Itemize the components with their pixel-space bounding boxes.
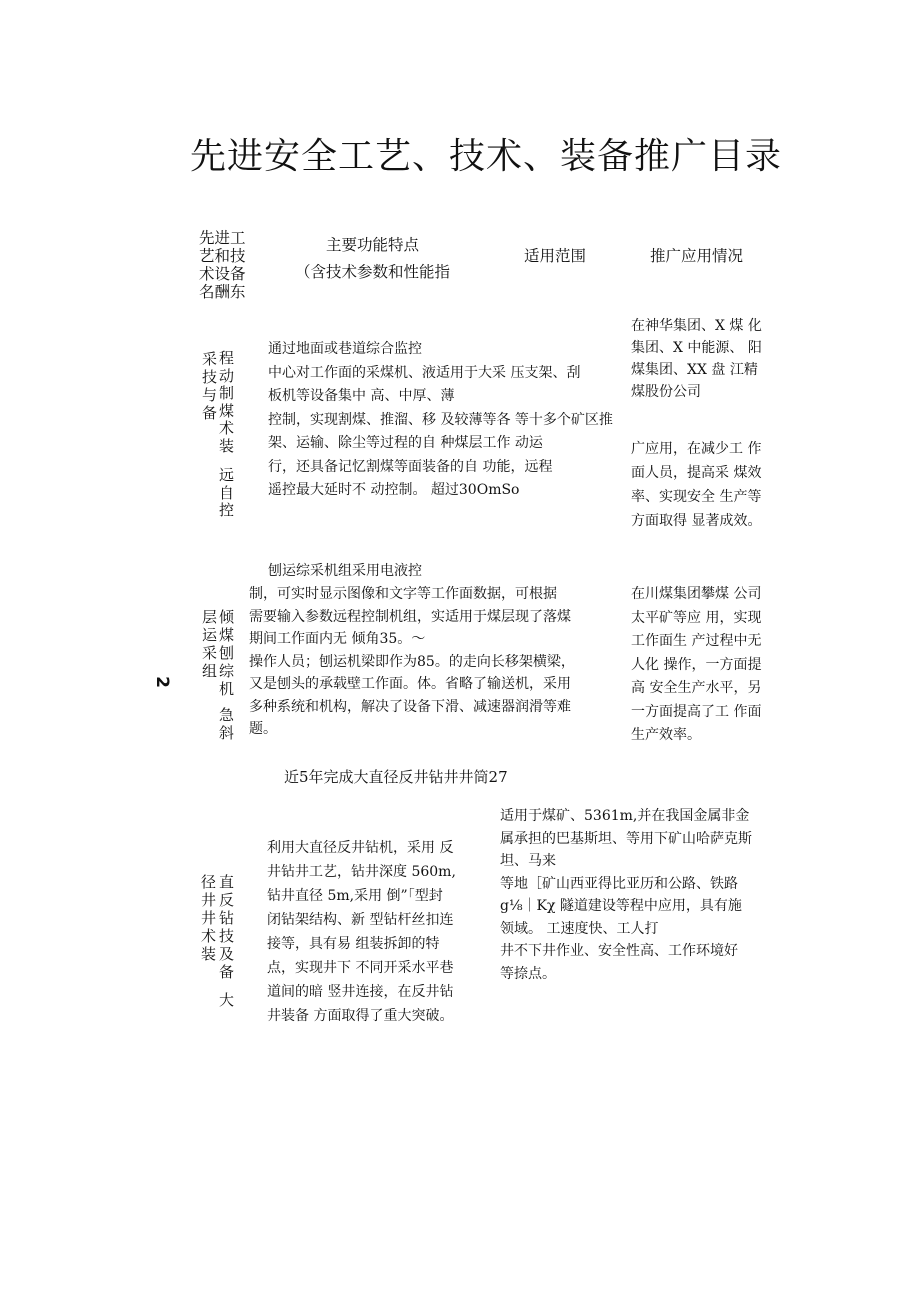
text-line: 领域。 工速度快、工人打 <box>500 920 659 937</box>
text-line: 在川煤集团攀煤 公司 <box>631 586 762 602</box>
name-char: 程 <box>218 349 234 367</box>
name-char: 直 <box>218 873 234 891</box>
name-char: 备 <box>201 404 217 422</box>
text-line: 题。 <box>249 721 277 737</box>
name-char: 技 <box>201 368 217 386</box>
text-line: 广应用，在减少工 作 <box>631 441 762 457</box>
name-char: 及 <box>218 945 234 963</box>
name-char: 急 <box>218 706 234 724</box>
text-line: 高 安全生产水平，另 <box>631 680 762 696</box>
spacer <box>218 981 235 991</box>
text-line: 期间工作面内无 倾角35。～ <box>249 631 426 647</box>
text-line: 道间的暗 竖井连接，在反井钻 <box>267 984 454 1000</box>
name-char: 自 <box>218 483 234 502</box>
text-line: 适用于煤矿、5361m,并在我国金属非金 <box>500 808 750 824</box>
row3-function-text <box>267 836 456 1028</box>
name-char: 装 <box>200 945 216 963</box>
text-line: 等捺点。 <box>500 965 556 982</box>
name-char: 倾 <box>218 608 234 626</box>
name-char: 大 <box>218 991 234 1009</box>
text-line: 坦、马来 <box>500 853 556 869</box>
name-char: 斜 <box>218 724 234 742</box>
text-line: 多种系统和机构，解决了设备下滑、减速器润滑等难 <box>249 698 571 715</box>
text-line: 中心对工作面的采煤机、液适用于大采 压支架、刮 <box>268 364 581 381</box>
text-line: 钻井直径 5m,采用 倒”「型封 <box>267 888 443 904</box>
text-line: 煤集团、XX 盘 江精 <box>631 362 758 378</box>
text-line: 太平矿等应 用，实现 <box>631 609 762 626</box>
text-line: 需要输入参数远程控制机组，实适用于煤层现了落煤 <box>249 608 571 625</box>
row2-name-col-b <box>218 608 235 742</box>
name-char: 刨 <box>218 644 234 662</box>
text-line: 利用大直径反井钻机，采用 反 <box>267 840 454 856</box>
page-title: 先进安全工艺、技术、装备推广目录 <box>190 136 783 177</box>
text-line: 操作人员；刨运机梁即作为85。的走向长移架横梁， <box>249 653 575 670</box>
row1-function-text <box>268 338 613 503</box>
text-line: 又是刨头的承载壁工作面。体。省略了输送机，采用 <box>249 676 571 692</box>
name-char: 动 <box>218 366 234 385</box>
name-char: 采 <box>201 350 217 368</box>
text-line: 行，还具备记忆割煤等面装备的自 功能，远程 <box>268 458 553 475</box>
text-line: 通过地面或巷道综合监控 <box>268 341 422 357</box>
name-char: 备 <box>218 963 234 981</box>
row1-name-col-b <box>218 350 235 520</box>
text-line: 制，可实时显示图像和文字等工作面数据，可根据 <box>249 586 557 602</box>
header-name-line: 术设备 <box>199 265 246 283</box>
name-char: 综 <box>218 662 234 680</box>
text-line: 架、运输、除尘等过程的自 种煤层工作 动运 <box>268 435 543 451</box>
text-line: 集团、X 中能源、 阳 <box>631 340 762 356</box>
name-char: 制 <box>218 384 234 402</box>
text-line: 接等，具有易 组装拆卸的特 <box>267 936 440 952</box>
page-number: 2 <box>151 676 172 688</box>
name-char: 煤 <box>218 626 234 644</box>
row3-scope-text <box>500 805 752 985</box>
spacer <box>218 698 235 706</box>
text-line: 井不下井作业、安全性高、工作环境好 <box>500 943 738 959</box>
row1-promotion-text <box>631 315 762 403</box>
row3-name-col-a <box>200 873 217 963</box>
header-name-line: 先进工 <box>199 229 246 247</box>
header-scope: 适用范围 <box>524 247 587 265</box>
name-char: 术 <box>200 927 216 945</box>
text-line: 一方面提高了工 作面 <box>631 703 762 720</box>
text-line: 率、实现安全 生产等 <box>631 489 762 505</box>
text-line: 遥控最大延时不 动控制。 超过30OmSo <box>268 482 520 498</box>
header-function-column <box>295 232 450 286</box>
text-line: 点，实现井下 不同开采水平巷 <box>267 960 454 976</box>
text-line: 面人员，提高采 煤效 <box>631 465 762 481</box>
name-char: 与 <box>201 386 217 404</box>
name-char: 钻 <box>218 909 234 927</box>
row2-name-col-a <box>201 608 218 680</box>
text-line: 属承担的巴基斯坦、等用下矿山哈萨克斯 <box>500 830 752 847</box>
text-line: 控制，实现割煤、推溜、移 及较薄等各 等十多个矿区推 <box>268 411 613 428</box>
text-line: 井装备 方面取得了重大突破。 <box>267 1008 454 1024</box>
name-char: 井 <box>200 891 216 909</box>
text-line: 方面取得 显著成效。 <box>631 513 762 529</box>
text-line: 人化 操作，一方面提 <box>631 656 762 673</box>
header-promotion: 推广应用情况 <box>650 247 744 265</box>
header-name-column <box>199 229 246 301</box>
row3-name-col-b <box>218 873 235 1009</box>
header-name-line: 艺和技 <box>199 247 246 265</box>
text-line: 井钻井工艺，钻井深度 560m, <box>267 864 456 880</box>
text-line: 煤股份公司 <box>631 384 701 400</box>
text-line: 在神华集团、X 煤 化 <box>631 318 762 334</box>
text-line: 闭钻架结构、新 型钻杆丝扣连 <box>267 912 454 928</box>
name-char: 采 <box>201 644 217 662</box>
name-char: 控 <box>218 501 234 519</box>
row2-function-intro <box>268 560 422 583</box>
row1-promotion-text-2 <box>631 437 761 533</box>
header-function-line: （含技术参数和性能指 <box>295 263 451 281</box>
name-char: 术 <box>218 419 234 437</box>
text-line: 工作面生 产过程中无 <box>631 633 762 649</box>
text-line: g⅛｜Kχ 隧道建设等程中应用，具有施 <box>500 898 742 914</box>
name-char: 远 <box>218 466 234 484</box>
name-char: 运 <box>201 626 217 644</box>
text-line: 刨运综采机组采用电液控 <box>268 563 422 579</box>
name-char: 反 <box>218 891 234 909</box>
name-char: 煤 <box>218 401 234 420</box>
name-char: 井 <box>200 909 216 927</box>
text-line: 等地［矿山西亚得比亚历和公路、铁路 <box>500 875 738 892</box>
name-char: 径 <box>200 873 216 891</box>
name-char: 组 <box>201 662 217 680</box>
row1-name-col-a <box>201 350 218 422</box>
text-line: 板机等设备集中 高、中厚、薄 <box>268 388 455 404</box>
name-char: 技 <box>218 927 234 945</box>
row2-function-text <box>249 583 575 741</box>
row2-promotion-text <box>631 583 761 748</box>
name-char: 机 <box>218 680 234 698</box>
text-line: 生产效率。 <box>631 727 701 743</box>
mid-line: 近5年完成大直径反井钻井井筒27 <box>284 768 508 786</box>
header-function-line: 主要功能特点 <box>326 236 420 254</box>
header-name-line: 名酬东 <box>199 283 246 301</box>
name-char: 层 <box>201 608 217 626</box>
name-char: 装 <box>218 436 234 455</box>
